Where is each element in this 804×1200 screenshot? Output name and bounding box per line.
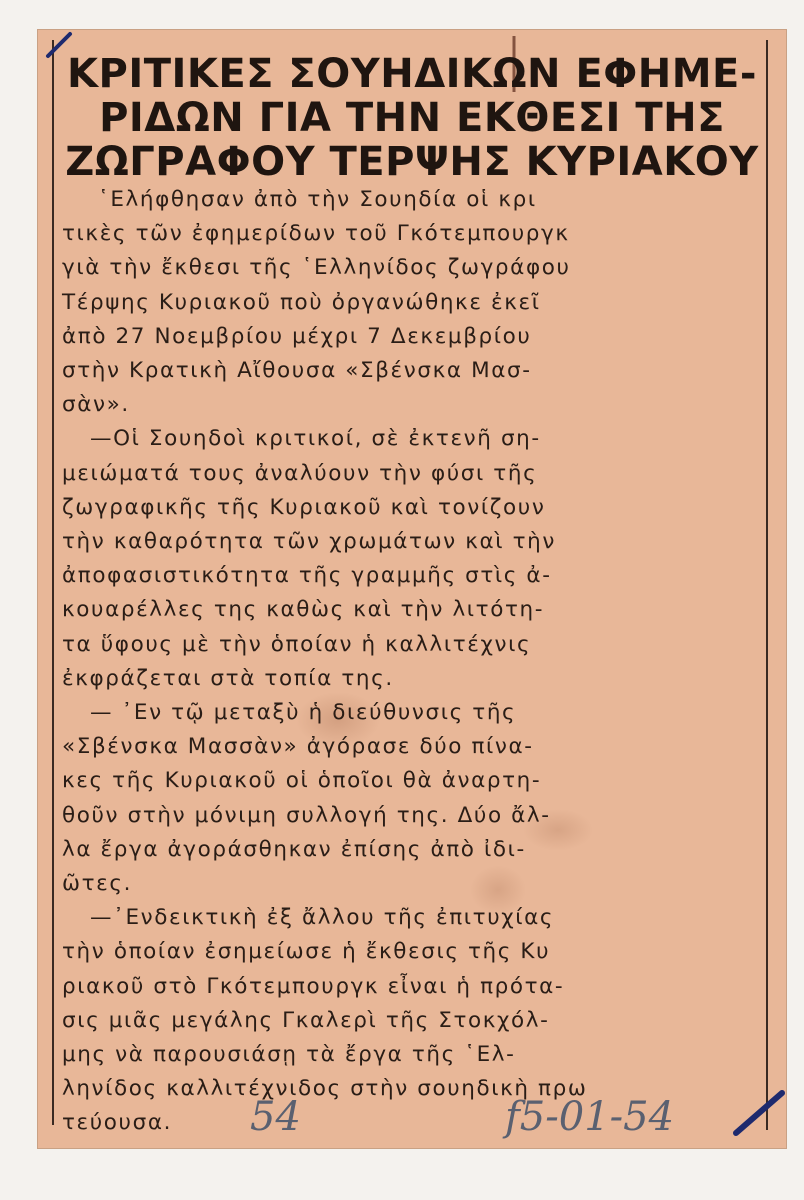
headline-line: ΖΩΓΡΑΦΟΥ ΤΕΡΨΗΣ ΚΥΡΙΑΚΟΥ xyxy=(65,139,759,185)
body-line: σὰν». xyxy=(62,392,130,418)
body-line: μειώματά τους ἀναλύουν τὴν φύσι τῆς xyxy=(62,460,538,486)
headline-line: ΡΙΔΩΝ ΓΙΑ ΤΗΝ ΕΚΘΕΣΙ ΤΗΣ xyxy=(99,95,725,141)
body-line: κες τῆς Κυριακοῦ οἱ ὁποῖοι θὰ ἀναρτη- xyxy=(62,768,542,794)
column-rule-right xyxy=(766,40,768,1130)
headline xyxy=(62,52,762,184)
body-line: ληνίδος καλλιτέχνιδος στὴν σουηδικὴ πρω xyxy=(62,1076,588,1102)
body-line: τὴν καθαρότητα τῶν χρωμάτων καὶ τὴν xyxy=(62,529,556,555)
body-line: λα ἔργα ἀγοράσθηκαν ἐπίσης ἀπὸ ἰδι- xyxy=(62,836,526,862)
body-line: τα ὕφους μὲ τὴν ὁποίαν ἡ καλλιτέχνις xyxy=(62,631,532,657)
body-line: «Σβένσκα Μασσὰν» ἀγόρασε δύο πίνα- xyxy=(62,734,534,760)
body-line: κουαρέλλες της καθὼς καὶ τὴν λιτότη- xyxy=(62,597,545,623)
body-line: —᾿Ενδεικτικὴ ἐξ ἄλλου τῆς ἐπιτυχίας xyxy=(90,905,555,931)
body-line: ριακοῦ στὸ Γκότεμπουργκ εἶναι ἡ πρότα- xyxy=(62,973,565,999)
column-rule-left xyxy=(52,40,54,1125)
body-line: Τέρψης Κυριακοῦ ποὺ ὀργανώθηκε ἐκεῖ xyxy=(62,289,541,315)
article-body xyxy=(62,183,762,1141)
body-line: ζωγραφικῆς τῆς Κυριακοῦ καὶ τονίζουν xyxy=(62,494,546,520)
body-line: μης νὰ παρουσιάσῃ τὰ ἔργα τῆς ῾Ελ- xyxy=(62,1042,516,1068)
body-line: τὴν ὁποίαν ἐσημείωσε ἡ ἔκθεσις τῆς Κυ xyxy=(62,939,551,965)
handwritten-date-note: f5-01-54 xyxy=(505,1094,675,1140)
body-line: σις μιᾶς μεγάλης Γκαλερὶ τῆς Στοκχόλ- xyxy=(62,1007,550,1033)
handwritten-page-number: 54 xyxy=(250,1094,301,1140)
body-line: —Οἱ Σουηδοὶ κριτικοί, σὲ ἐκτενῆ ση- xyxy=(90,426,541,452)
body-line: — ᾿Εν τῷ μεταξὺ ἡ διεύθυνσις τῆς xyxy=(90,700,517,726)
body-line: τικὲς τῶν ἐφημερίδων τοῦ Γκότεμπουργκ xyxy=(62,221,570,247)
body-line: ἀποφασιστικότητα τῆς γραμμῆς στὶς ἀ- xyxy=(62,563,552,589)
body-line: στὴν Κρατικὴ Αἴθουσα «Σβένσκα Μασ- xyxy=(62,358,532,384)
body-line: τεύουσα. xyxy=(62,1110,173,1136)
body-line: ῾Ελήφθησαν ἀπὸ τὴν Σουηδία οἱ κρι xyxy=(98,187,537,212)
headline-line: ΚΡΙΤΙΚΕΣ ΣΟΥΗΔΙΚΩΝ ΕΦΗΜΕ- xyxy=(67,51,757,97)
body-line: ἐκφράζεται στὰ τοπία της. xyxy=(62,665,394,691)
body-line: ῶτες. xyxy=(62,871,133,897)
body-line: γιὰ τὴν ἔκθεσι τῆς ῾Ελληνίδος ζωγράφου xyxy=(62,255,571,281)
body-line: ἀπὸ 27 Νοεμβρίου μέχρι 7 Δεκεμβρίου xyxy=(62,323,532,349)
body-line: θοῦν στὴν μόνιμη συλλογή της. Δύο ἄλ- xyxy=(62,802,551,828)
